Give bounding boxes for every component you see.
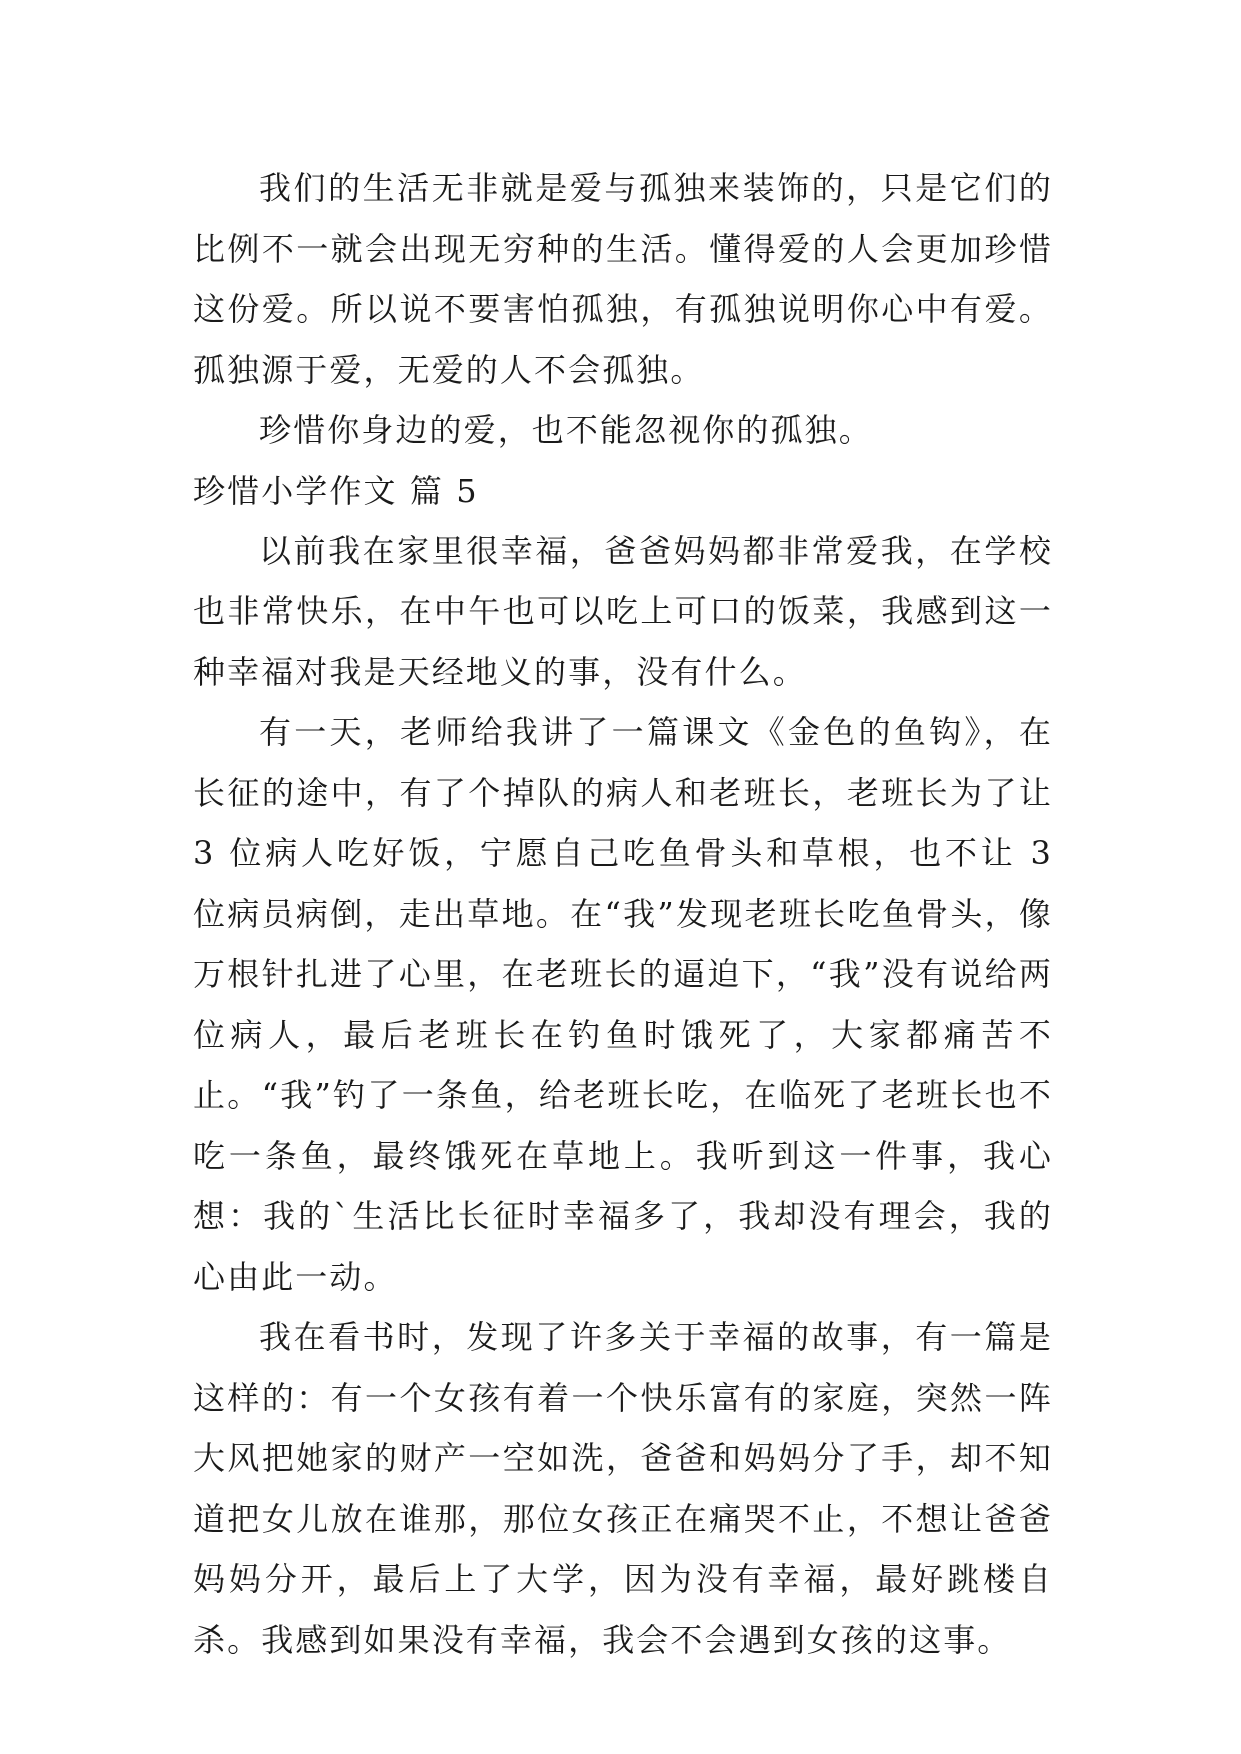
section-title: 珍惜小学作文 篇 5 xyxy=(193,471,479,510)
paragraph-happy-at-home: 以前我在家里很幸福，爸爸妈妈都非常爱我，在学校也非常快乐，在中午也可以吃上可口的饭菜，我感到这一种幸福对我是天经地义的事，没有什么。 xyxy=(193,531,1053,691)
paragraph-golden-fishhook: 有一天，老师给我讲了一篇课文《金色的鱼钩》，在长征的途中，有了个掉队的病人和老班长，老班长为了让 3 位病人吃好饭，宁愿自己吃鱼骨头和草根，也不让 3 位病员病倒，走出草地。在“我”发现老班长吃鱼骨头，像万根针扎进了心里，在老班长的逼迫下，“我”没有说给两位病人，最后老班长在钓鱼时饿死了，大家都痛苦不止。“我”钓了一条鱼，给老班长吃，在临死了老班长也不吃一条鱼，最终饿死在草地上。我听到这一件事，我心想：我的`生活比长征时幸福多了，我却没有理会，我的心由此一动。 xyxy=(193,713,1053,1296)
paragraph-love-and-solitude: 我们的生活无非就是爱与孤独来装饰的，只是它们的比例不一就会出现无穷种的生活。懂得爱的人会更加珍惜这份爱。所以说不要害怕孤独，有孤独说明你心中有爱。孤独源于爱，无爱的人不会孤独。 xyxy=(193,169,1053,389)
paragraph-girl-story: 我在看书时，发现了许多关于幸福的故事，有一篇是这样的：有一个女孩有着一个快乐富有的家庭，突然一阵大风把她家的财产一空如洗，爸爸和妈妈分了手，却不知道把女儿放在谁那，那位女孩正在痛哭不止，不想让爸爸妈妈分开，最后上了大学，因为没有幸福，最好跳楼自杀。我感到如果没有幸福，我会不会遇到女孩的这事。 xyxy=(193,1318,1053,1659)
document-body xyxy=(193,158,1053,1670)
paragraph-cherish-love: 珍惜你身边的爱，也不能忽视你的孤独。 xyxy=(259,411,873,449)
